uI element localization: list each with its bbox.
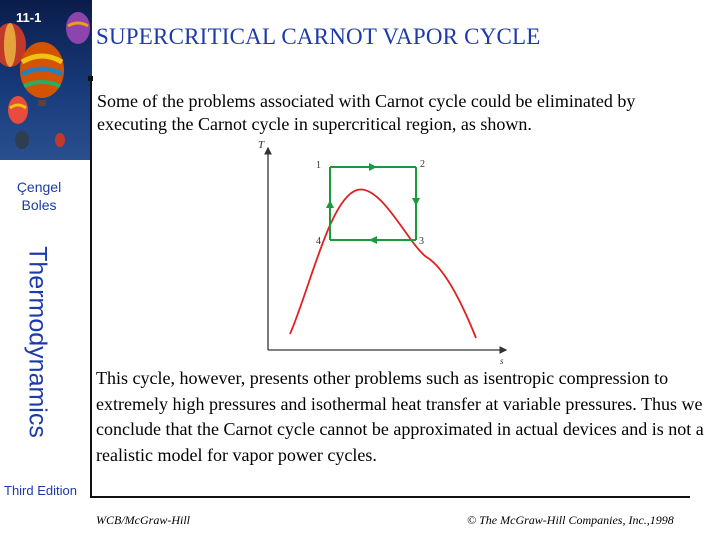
divider-marker bbox=[88, 76, 93, 81]
state-3-label: 3 bbox=[419, 236, 424, 247]
state-1-label: 1 bbox=[316, 160, 321, 171]
body-paragraph: This cycle, however, presents other problems such as isentropic compression to extremely high pressures and isothermal heat transfer at variable pressures. Thus we conclude that the Carnot cycle cannot be approximated in actual devices and is not a realistic model for vapor power cycles. bbox=[96, 368, 704, 465]
state-2-label: 2 bbox=[420, 159, 425, 170]
ts-diagram bbox=[250, 138, 520, 368]
authors bbox=[4, 178, 74, 214]
slide-title: SUPERCRITICAL CARNOT VAPOR CYCLE bbox=[96, 24, 541, 49]
state-4-label: 4 bbox=[316, 236, 321, 247]
bottom-divider bbox=[90, 496, 690, 498]
arrow-2-3 bbox=[412, 198, 420, 206]
edition-label: Third Edition bbox=[4, 483, 77, 498]
publisher-footer: WCB/McGraw-Hill bbox=[96, 513, 190, 527]
copyright-footer: © The McGraw-Hill Companies, Inc.,1998 bbox=[467, 513, 674, 527]
intro-paragraph: Some of the problems associated with Carnot cycle could be eliminated by executing the Carnot cycle in supercritical region, as shown. bbox=[97, 91, 636, 134]
arrow-3-4 bbox=[369, 236, 377, 244]
book-title: Thermodynamics bbox=[23, 246, 52, 438]
saturation-dome bbox=[290, 189, 476, 338]
branding-column bbox=[0, 0, 92, 540]
arrow-4-1 bbox=[326, 200, 334, 208]
y-axis-label: T bbox=[258, 139, 265, 151]
left-divider bbox=[90, 78, 92, 498]
arrow-1-2 bbox=[369, 163, 377, 171]
hot-air-balloon-image bbox=[0, 0, 92, 160]
author-boles: Boles bbox=[21, 197, 57, 213]
slide-number: 11-1 bbox=[16, 10, 42, 25]
book-title-vertical bbox=[22, 218, 52, 466]
author-cengel: Çengel bbox=[16, 179, 62, 195]
x-axis-label: s bbox=[500, 356, 504, 366]
